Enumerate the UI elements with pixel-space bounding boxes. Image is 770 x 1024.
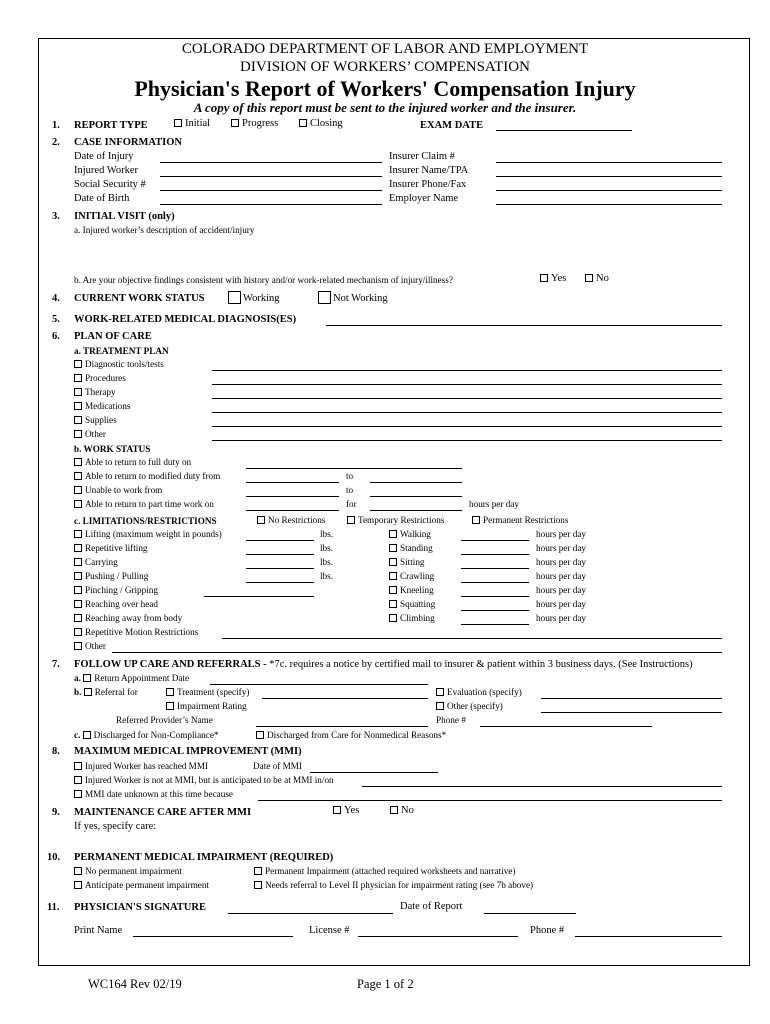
license-field[interactable] (358, 936, 518, 937)
referral-evaluation[interactable] (436, 688, 522, 697)
option-label: Carrying (85, 557, 118, 567)
checkbox-icon[interactable] (74, 388, 82, 396)
insurer-claim-field[interactable] (496, 162, 722, 163)
option-label: Therapy (85, 387, 116, 397)
work-status-label: CURRENT WORK STATUS (74, 293, 205, 304)
dob-field[interactable] (160, 204, 382, 205)
treatment-specify-field[interactable] (262, 698, 428, 699)
discharged-nonmedical[interactable] (256, 731, 446, 740)
treatment-field[interactable] (212, 384, 722, 385)
part-time-hours-field[interactable] (370, 510, 462, 511)
evaluation-specify-field[interactable] (541, 698, 722, 699)
climbing-hours-field[interactable] (461, 624, 529, 625)
option-label: Repetitive lifting (85, 543, 148, 553)
injury-description-label: a. Injured worker’s description of accident/injury (74, 225, 255, 235)
anticipate-impairment[interactable] (74, 881, 209, 890)
insurer-name-label: Insurer Name/TPA (389, 165, 469, 176)
option-label: Pinching / Gripping (85, 585, 158, 595)
checkbox-icon[interactable] (74, 572, 82, 580)
checkbox-icon[interactable] (389, 614, 397, 622)
report-type-progress[interactable] (231, 119, 278, 130)
work-status-sub-label: b. WORK STATUS (74, 444, 151, 454)
option-label: Crawling (400, 571, 435, 581)
physician-phone-field[interactable] (575, 936, 722, 937)
option-label: Closing (310, 118, 343, 129)
option-label: Reaching over head (85, 599, 158, 609)
other-specify-field[interactable] (541, 712, 722, 713)
option-label: Initial (185, 118, 211, 129)
checkbox-icon[interactable] (74, 614, 82, 622)
option-label: Kneeling (400, 585, 434, 595)
maintenance-yes[interactable] (333, 806, 359, 817)
section-number: 9. (52, 807, 60, 818)
report-type-closing[interactable] (299, 119, 343, 130)
option-label: MMI date unknown at this time because (85, 789, 233, 799)
checkbox-icon[interactable] (390, 806, 398, 814)
lbs-label: lbs. (320, 529, 334, 539)
option-label: Other (specify) (447, 701, 503, 711)
employer-name-field[interactable] (496, 204, 722, 205)
checkbox-icon[interactable] (166, 688, 174, 696)
provider-name-field[interactable] (256, 726, 428, 727)
option-label: Working (243, 293, 280, 304)
checkbox-icon[interactable] (254, 867, 262, 875)
ws-unable[interactable] (74, 486, 162, 495)
no-restrictions[interactable] (257, 516, 325, 525)
follow-up-heading (74, 660, 693, 671)
lim-pushing[interactable] (74, 572, 148, 581)
treatment-plan-label: a. TREATMENT PLAN (74, 346, 169, 356)
option-label: Injured Worker is not at MMI, but is anticipated to be at MMI in/on (85, 775, 334, 785)
checkbox-icon[interactable] (318, 291, 331, 304)
return-appointment-field[interactable] (210, 684, 428, 685)
checkbox-icon[interactable] (74, 430, 82, 438)
checkbox-icon[interactable] (231, 119, 239, 127)
checkbox-icon[interactable] (166, 702, 174, 710)
lbs-label: lbs. (320, 543, 334, 553)
option-label: Not Working (333, 293, 388, 304)
item-letter: a. (74, 673, 81, 683)
license-label: License # (309, 925, 350, 936)
treatment-field[interactable] (212, 440, 722, 441)
ssn-field[interactable] (160, 190, 382, 191)
to-label: to (346, 485, 354, 495)
unable-from-field[interactable] (246, 496, 339, 497)
maintenance-no[interactable] (390, 806, 414, 817)
checkbox-icon[interactable] (389, 600, 397, 608)
lim-lifting[interactable] (74, 530, 222, 539)
walking-hours-field[interactable] (461, 540, 529, 541)
lim-repetitive-lifting[interactable] (74, 544, 148, 553)
option-label: Evaluation (specify) (447, 687, 522, 697)
treatment-medications[interactable] (74, 402, 130, 411)
checkbox-icon[interactable] (436, 688, 444, 696)
lim-pinching[interactable] (74, 586, 158, 595)
section-number: 5. (52, 314, 60, 325)
maintenance-care-label: MAINTENANCE CARE AFTER MMI (74, 807, 252, 818)
squatting-hours-field[interactable] (461, 610, 529, 611)
page-number: Page 1 of 2 (357, 977, 414, 991)
provider-name-label: Referred Provider’s Name (116, 715, 213, 725)
treatment-field[interactable] (212, 370, 722, 371)
temporary-restrictions[interactable] (347, 516, 444, 525)
option-label: Standing (400, 543, 433, 553)
lim-walking[interactable] (389, 530, 431, 539)
lim-sitting[interactable] (389, 558, 425, 567)
option-label: Able to return to part time work on (85, 499, 214, 509)
for-label: for (346, 499, 357, 509)
date-of-mmi-field[interactable] (310, 772, 438, 773)
section-number: 11. (47, 902, 60, 913)
print-name-label: Print Name (74, 925, 123, 936)
referral-for[interactable] (74, 688, 138, 697)
standing-hours-field[interactable] (461, 554, 529, 555)
checkbox-icon[interactable] (74, 486, 82, 494)
dept-heading: COLORADO DEPARTMENT OF LABOR AND EMPLOYMENT (181, 41, 589, 57)
permanent-impairment[interactable] (254, 867, 516, 876)
checkbox-icon[interactable] (74, 867, 82, 875)
unable-to-field[interactable] (370, 496, 462, 497)
lim-climbing[interactable] (389, 614, 435, 623)
date-of-injury-label: Date of Injury (74, 151, 134, 162)
crawling-hours-field[interactable] (461, 582, 529, 583)
section-number: 8. (52, 746, 60, 757)
section-number: 1. (52, 120, 60, 131)
plan-of-care-label: PLAN OF CARE (74, 331, 152, 342)
option-label: Repetitive Motion Restrictions (85, 627, 199, 637)
diagnosis-label: WORK-RELATED MEDICAL DIAGNOSIS(ES) (74, 314, 297, 325)
mmi-anticipated-field[interactable] (362, 786, 722, 787)
item-letter: b. (74, 687, 82, 697)
hours-per-day-label: hours per day (536, 585, 587, 595)
referral-impairment[interactable] (166, 702, 247, 711)
checkbox-icon[interactable] (540, 274, 548, 282)
form-subtitle: A copy of this report must be sent to the injured worker and the insurer. (193, 100, 577, 115)
physician-phone-label: Phone # (530, 925, 565, 936)
option-label: No permanent impairment (85, 866, 182, 876)
signature-field[interactable] (228, 913, 393, 914)
referral-treatment[interactable] (166, 688, 249, 697)
insurer-claim-label: Insurer Claim # (389, 151, 455, 162)
option-label: Able to return to modified duty from (85, 471, 221, 481)
mmi-unknown-reason-field[interactable] (258, 800, 722, 801)
option-label: Return Appointment Date (94, 673, 190, 683)
insurer-phone-field[interactable] (496, 190, 722, 191)
checkbox-icon[interactable] (74, 790, 82, 798)
treatment-therapy[interactable] (74, 388, 116, 397)
diagnosis-field[interactable] (326, 325, 722, 326)
date-of-mmi-label: Date of MMI (253, 761, 302, 771)
checkbox-icon[interactable] (74, 600, 82, 608)
hours-per-day-label: hours per day (536, 613, 587, 623)
option-label: Discharged for Non-Compliance* (93, 730, 219, 740)
checkbox-icon[interactable] (74, 762, 82, 770)
section-number: 10. (47, 852, 61, 863)
form-title: Physician's Report of Workers' Compensation Injury (134, 76, 636, 101)
to-label: to (346, 471, 354, 481)
hours-per-day-label: hours per day (469, 499, 520, 509)
section-number: 6. (52, 331, 60, 342)
signature-label: PHYSICIAN'S SIGNATURE (74, 902, 206, 913)
treatment-field[interactable] (212, 412, 722, 413)
return-appointment[interactable] (74, 674, 189, 683)
lim-crawling[interactable] (389, 572, 434, 581)
checkbox-icon[interactable] (389, 544, 397, 552)
checkbox-icon[interactable] (74, 500, 82, 508)
option-label: Referral for (94, 687, 138, 697)
treatment-supplies[interactable] (74, 416, 117, 425)
checkbox-icon[interactable] (74, 628, 82, 636)
date-of-injury-field[interactable] (160, 162, 382, 163)
checkbox-icon[interactable] (333, 806, 341, 814)
option-label: Anticipate permanent impairment (85, 880, 209, 890)
checkbox-icon[interactable] (256, 731, 264, 739)
status-working[interactable] (228, 291, 279, 305)
option-label: Needs referral to Level II physician for impairment rating (see 7b above) (265, 880, 534, 890)
checkbox-icon[interactable] (74, 881, 82, 889)
option-label: Sitting (400, 557, 425, 567)
repetitive-motion-field[interactable] (222, 638, 722, 639)
hours-per-day-label: hours per day (536, 557, 587, 567)
option-label: Unable to work from (85, 485, 163, 495)
checkbox-icon[interactable] (83, 731, 91, 739)
permanent-restrictions[interactable] (472, 516, 568, 525)
print-name-field[interactable] (133, 936, 293, 937)
option-label: Pushing / Pulling (85, 571, 149, 581)
level-ii-referral[interactable] (254, 881, 533, 890)
objective-findings-question: b. Are your objective findings consistent with history and/or work-related mechanism of injury/illness? (74, 275, 453, 285)
option-label: Discharged from Care for Nonmedical Reasons* (267, 730, 447, 740)
option-label: Medications (85, 401, 131, 411)
treatment-diagnostic[interactable] (74, 360, 164, 369)
option-label: Reaching away from body (85, 613, 183, 623)
treatment-field[interactable] (212, 426, 722, 427)
checkbox-icon[interactable] (254, 881, 262, 889)
checkbox-icon[interactable] (74, 586, 82, 594)
checkbox-icon[interactable] (174, 119, 182, 127)
checkbox-icon[interactable] (74, 458, 82, 466)
option-label: Diagnostic tools/tests (85, 359, 164, 369)
status-not-working[interactable] (318, 291, 388, 305)
treatment-procedures[interactable] (74, 374, 126, 383)
form-number: WC164 Rev 02/19 (88, 977, 182, 991)
injured-worker-label: Injured Worker (74, 165, 138, 176)
limitations-label: c. LIMITATIONS/RESTRICTIONS (74, 516, 217, 526)
option-label: Lifting (maximum weight in pounds) (85, 529, 222, 539)
option-label: Other (85, 429, 106, 439)
full-duty-date-field[interactable] (246, 468, 462, 469)
modified-from-field[interactable] (246, 482, 339, 483)
injured-worker-field[interactable] (160, 176, 382, 177)
hours-per-day-label: hours per day (536, 543, 587, 553)
date-of-report-field[interactable] (484, 913, 576, 914)
section-number: 2. (52, 137, 60, 148)
ws-modified-duty[interactable] (74, 472, 220, 481)
dob-label: Date of Birth (74, 193, 130, 204)
checkbox-icon[interactable] (74, 472, 82, 480)
report-type-initial[interactable] (174, 119, 210, 130)
ws-full-duty[interactable] (74, 458, 191, 467)
option-label: Yes (344, 805, 360, 816)
employer-name-label: Employer Name (389, 193, 459, 204)
option-label: Walking (400, 529, 431, 539)
ssn-label: Social Security # (74, 179, 146, 190)
checkbox-icon[interactable] (389, 572, 397, 580)
item-letter: c. (74, 730, 81, 740)
date-of-report-label: Date of Report (400, 901, 463, 912)
option-label: Injured Worker has reached MMI (85, 761, 209, 771)
mmi-unknown[interactable] (74, 790, 233, 799)
option-label: Procedures (85, 373, 126, 383)
checkbox-icon[interactable] (472, 516, 480, 524)
initial-visit-label: INITIAL VISIT (only) (74, 211, 175, 222)
mmi-not-reached[interactable] (74, 776, 334, 785)
lim-reaching-over[interactable] (74, 600, 158, 609)
option-label: Permanent Restrictions (483, 515, 569, 525)
option-label: Treatment (specify) (177, 687, 250, 697)
section-number: 4. (52, 293, 60, 304)
rep-lifting-lbs-field[interactable] (246, 554, 314, 555)
findings-yes[interactable] (540, 274, 566, 285)
kneeling-hours-field[interactable] (461, 596, 529, 597)
pinching-field[interactable] (204, 596, 314, 597)
option-label: Permanent Impairment (attached required worksheets and narrative) (265, 866, 516, 876)
checkbox-icon[interactable] (299, 119, 307, 127)
division-heading: DIVISION OF WORKERS’ COMPENSATION (240, 59, 530, 75)
treatment-field[interactable] (212, 398, 722, 399)
pushing-lbs-field[interactable] (246, 582, 314, 583)
hours-per-day-label: hours per day (536, 599, 587, 609)
checkbox-icon[interactable] (74, 776, 82, 784)
section-number: 7. (52, 659, 60, 670)
lbs-label: lbs. (320, 557, 334, 567)
checkbox-icon[interactable] (585, 274, 593, 282)
option-label: No (401, 805, 414, 816)
lim-carrying[interactable] (74, 558, 118, 567)
checkbox-icon[interactable] (74, 530, 82, 538)
option-label: Yes (551, 273, 567, 284)
lim-standing[interactable] (389, 544, 433, 553)
report-type-label: REPORT TYPE (74, 120, 148, 131)
checkbox-icon[interactable] (228, 291, 241, 304)
mmi-reached[interactable] (74, 762, 208, 771)
option-label: Temporary Restrictions (358, 515, 445, 525)
follow-up-label: FOLLOW UP CARE AND REFERRALS - (74, 659, 267, 670)
specify-care-label: If yes, specify care: (74, 821, 157, 832)
insurer-phone-label: Insurer Phone/Fax (389, 179, 467, 190)
lim-repetitive-motion[interactable] (74, 628, 198, 637)
lifting-lbs-field[interactable] (246, 540, 314, 541)
hours-per-day-label: hours per day (536, 571, 587, 581)
checkbox-icon[interactable] (84, 688, 92, 696)
lbs-label: lbs. (320, 571, 334, 581)
discharged-noncompliance[interactable] (74, 731, 219, 740)
checkbox-icon[interactable] (74, 374, 82, 382)
carrying-lbs-field[interactable] (246, 568, 314, 569)
provider-phone-field[interactable] (480, 726, 652, 727)
option-label: Able to return to full duty on (85, 457, 192, 467)
checkbox-icon[interactable] (74, 544, 82, 552)
sitting-hours-field[interactable] (461, 568, 529, 569)
checkbox-icon[interactable] (347, 516, 355, 524)
referral-other[interactable] (436, 702, 503, 711)
lim-reaching-away[interactable] (74, 614, 182, 623)
impairment-label: PERMANENT MEDICAL IMPAIRMENT (REQUIRED) (74, 852, 334, 863)
insurer-name-field[interactable] (496, 176, 722, 177)
checkbox-icon[interactable] (389, 586, 397, 594)
hours-per-day-label: hours per day (536, 529, 587, 539)
provider-phone-label: Phone # (436, 715, 466, 725)
option-label: Climbing (400, 613, 435, 623)
checkbox-icon[interactable] (74, 416, 82, 424)
treatment-other[interactable] (74, 430, 106, 439)
checkbox-icon[interactable] (389, 530, 397, 538)
checkbox-icon[interactable] (74, 642, 82, 650)
checkbox-icon[interactable] (74, 360, 82, 368)
lim-other-field[interactable] (112, 652, 722, 653)
option-label: Impairment Rating (177, 701, 247, 711)
option-label: Other (85, 641, 106, 651)
option-label: Progress (242, 118, 279, 129)
option-label: No (596, 273, 609, 284)
exam-date-field[interactable] (496, 130, 632, 131)
lim-other[interactable] (74, 642, 106, 651)
option-label: Squatting (400, 599, 436, 609)
lim-squatting[interactable] (389, 600, 435, 609)
checkbox-icon[interactable] (389, 558, 397, 566)
option-label: Supplies (85, 415, 117, 425)
no-permanent-impairment[interactable] (74, 867, 182, 876)
checkbox-icon[interactable] (74, 558, 82, 566)
checkbox-icon[interactable] (74, 402, 82, 410)
mmi-label: MAXIMUM MEDICAL IMPROVEMENT (MMI) (74, 746, 302, 757)
section-number: 3. (52, 211, 60, 222)
findings-no[interactable] (585, 274, 609, 285)
lim-kneeling[interactable] (389, 586, 434, 595)
checkbox-icon[interactable] (257, 516, 265, 524)
option-label: No Restrictions (268, 515, 326, 525)
checkbox-icon[interactable] (83, 674, 91, 682)
follow-up-note: *7c. requires a notice by certified mail to insurer & patient within 3 business days. (See Instructions) (266, 659, 693, 670)
case-info-label: CASE INFORMATION (74, 137, 183, 148)
part-time-date-field[interactable] (246, 510, 339, 511)
checkbox-icon[interactable] (436, 702, 444, 710)
exam-date-label: EXAM DATE (420, 120, 484, 131)
ws-part-time[interactable] (74, 500, 214, 509)
modified-to-field[interactable] (370, 482, 462, 483)
